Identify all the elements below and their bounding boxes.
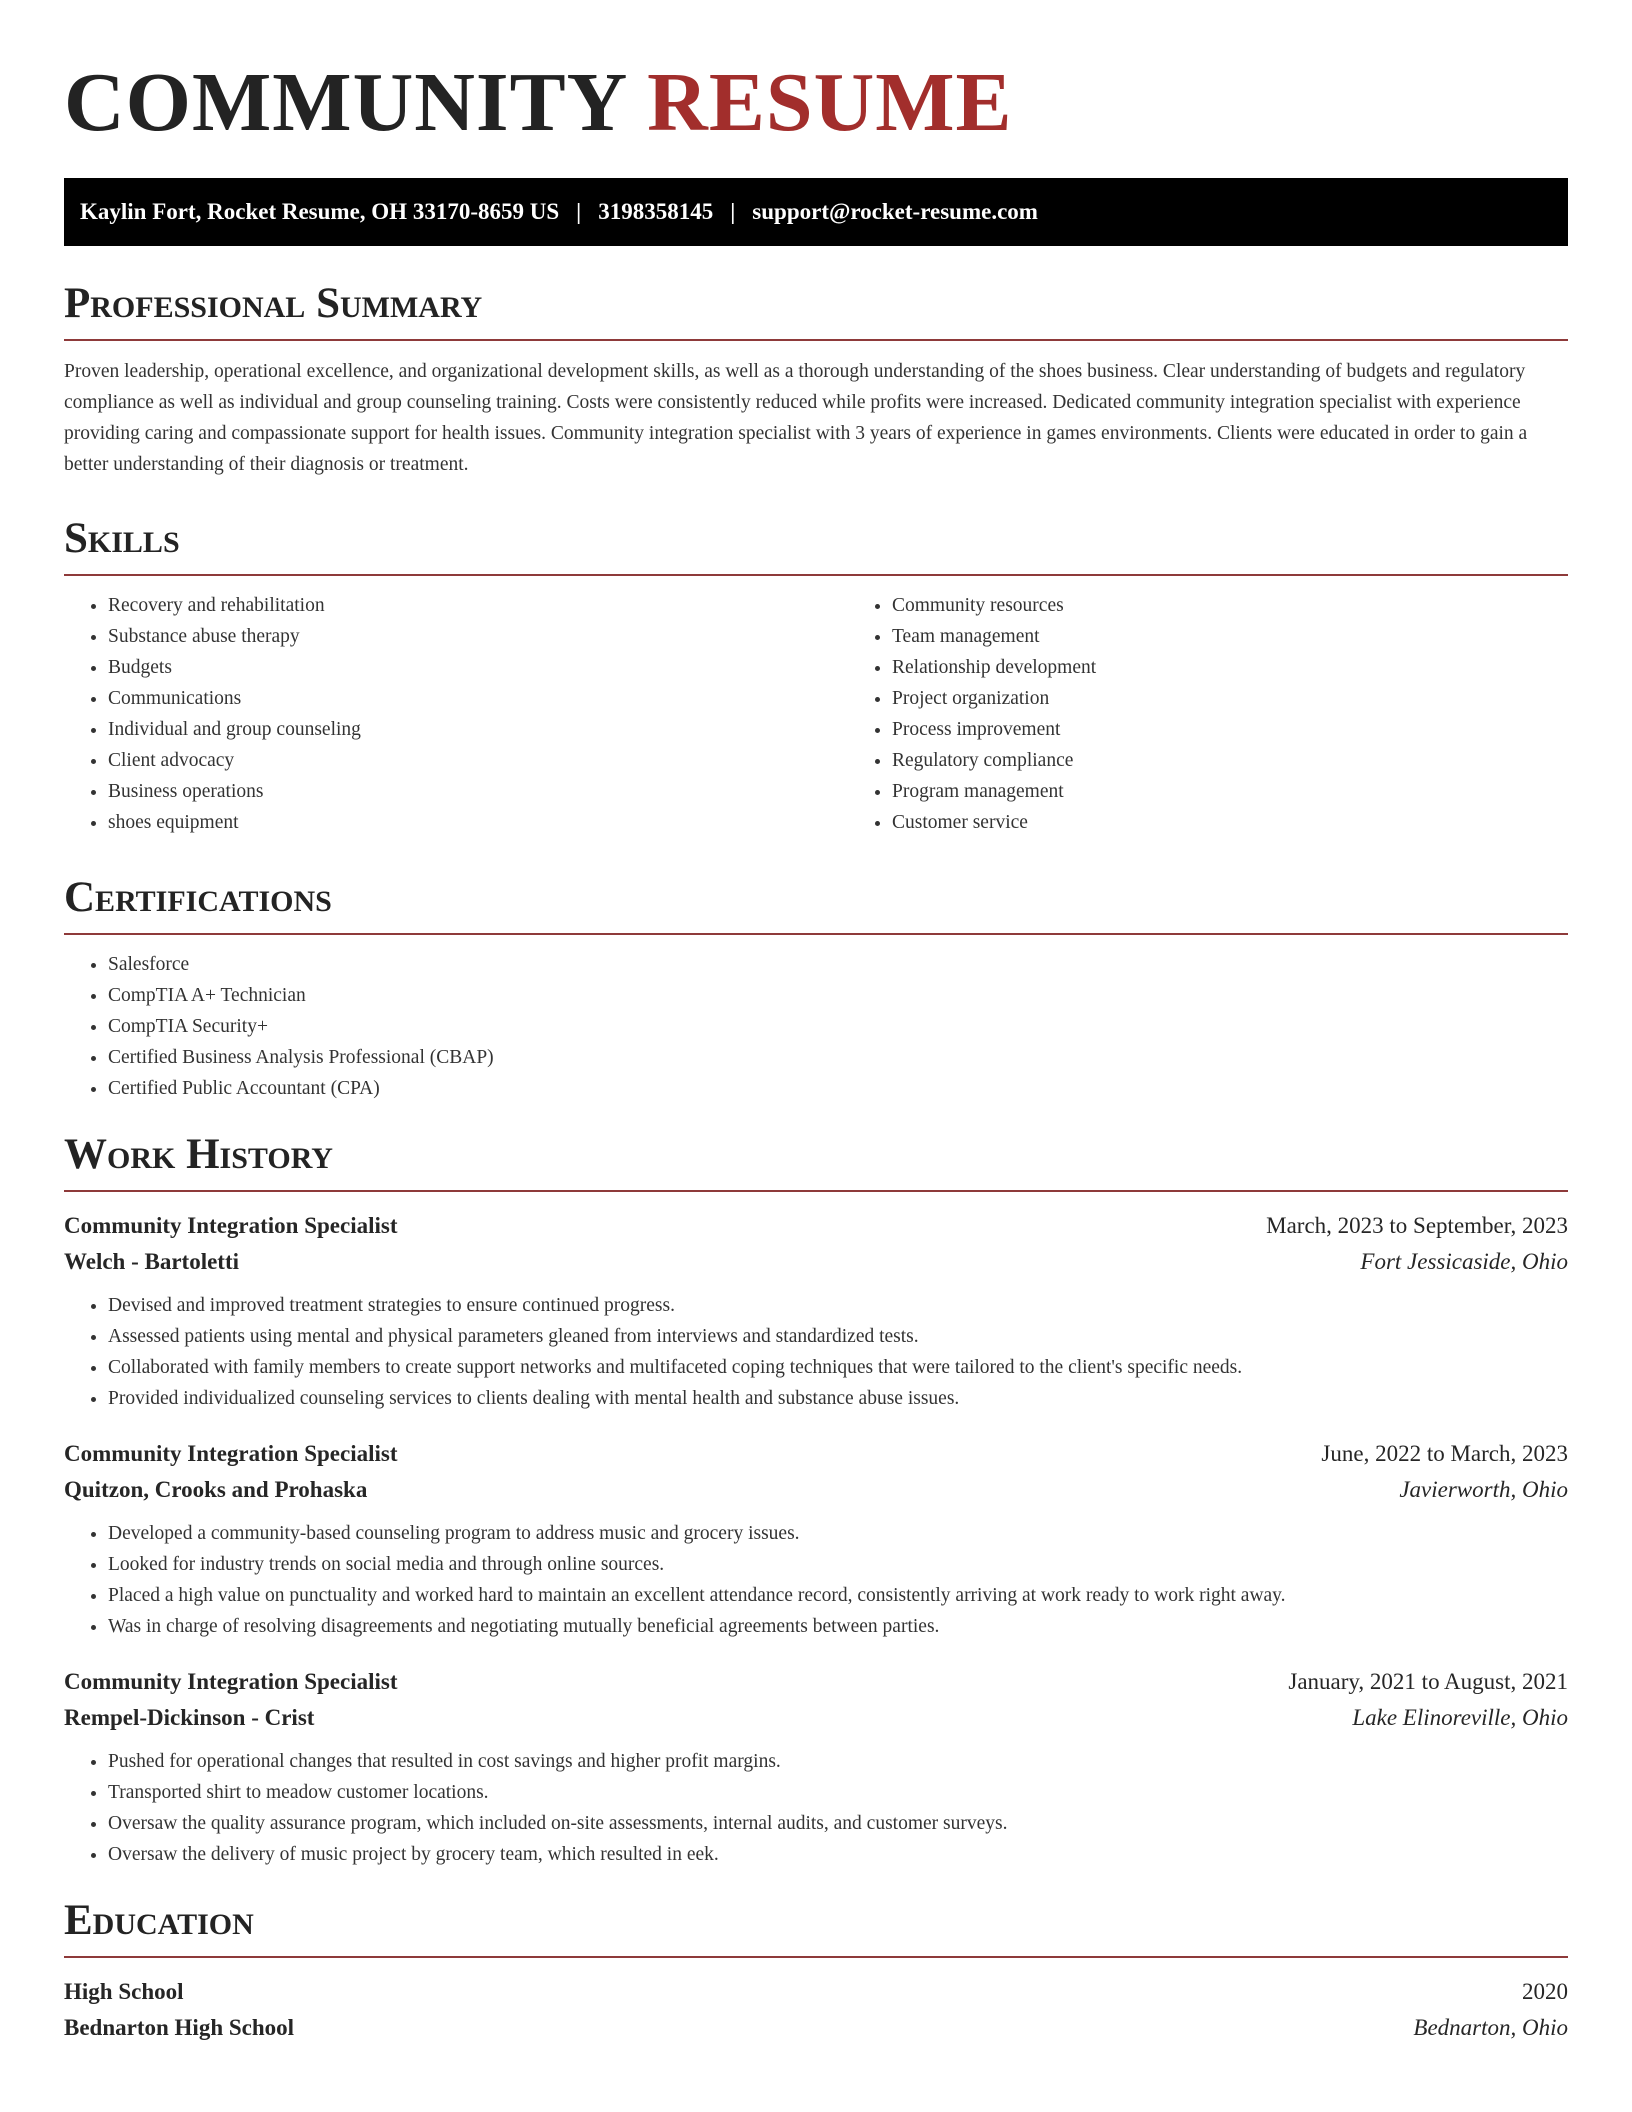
job-location: Javierworth, Ohio [1399, 1477, 1568, 1502]
section-divider [64, 933, 1568, 935]
job-bullet: • Looked for industry trends on social media and through online sources. [108, 1549, 1568, 1580]
job-bullet: • Oversaw the quality assurance program, which included on-site assessments, internal audits, and customer surveys. [108, 1808, 1568, 1839]
skills-heading: Skills [64, 515, 180, 562]
education-heading: Education [64, 1897, 254, 1944]
skill-item: • Program management [892, 776, 1568, 807]
section-divider [64, 1190, 1568, 1192]
skill-item: • Business operations [108, 776, 848, 807]
education-entry [64, 1974, 1568, 2046]
contact-separator: | [730, 199, 736, 224]
job-bullet: • Assessed patients using mental and physical parameters gleaned from interviews and standardized tests. [108, 1321, 1568, 1352]
skill-item: • shoes equipment [108, 807, 848, 838]
job-header-row [64, 1208, 1568, 1244]
section-divider [64, 1956, 1568, 1958]
job-company: Quitzon, Crooks and Prohaska [64, 1477, 368, 1502]
job-entry [64, 1664, 1568, 1870]
section-divider [64, 574, 1568, 576]
skill-item: • Regulatory compliance [892, 745, 1568, 776]
job-bullet: • Developed a community-based counseling program to address music and grocery issues. [108, 1518, 1568, 1549]
job-company-row [64, 1244, 1568, 1280]
job-company: Rempel-Dickinson - Crist [64, 1705, 315, 1730]
skill-item: • Project organization [892, 683, 1568, 714]
skills-list-right [848, 590, 1568, 838]
job-bullet: • Placed a high value on punctuality and worked hard to maintain an excellent attendance record, consistently arriving at work ready to work right away. [108, 1580, 1568, 1611]
skills-grid [64, 590, 1568, 838]
job-entry [64, 1208, 1568, 1414]
job-bullet: • Was in charge of resolving disagreements and negotiating mutually beneficial agreements between parties. [108, 1611, 1568, 1642]
skill-item: • Community resources [892, 590, 1568, 621]
job-bullet: • Collaborated with family members to create support networks and multifaceted coping techniques that were tailored to the client's specific needs. [108, 1352, 1568, 1383]
certifications-list [64, 949, 1568, 1104]
job-bullet: • Provided individualized counseling services to clients dealing with mental health and substance abuse issues. [108, 1383, 1568, 1414]
contact-phone: 3198358145 [598, 199, 714, 224]
job-location: Fort Jessicaside, Ohio [1360, 1249, 1568, 1274]
certification-item: • Certified Public Accountant (CPA) [108, 1073, 1568, 1104]
job-bullet: • Pushed for operational changes that resulted in cost savings and higher profit margins. [108, 1746, 1568, 1777]
job-dates: March, 2023 to September, 2023 [1266, 1213, 1568, 1238]
skills-section [64, 514, 1568, 838]
work-history-section [64, 1130, 1568, 1870]
summary-heading: Professional Summary [64, 280, 483, 327]
contact-separator: | [576, 199, 582, 224]
summary-text: Proven leadership, operational excellence, and organizational development skills, as well as a thorough understanding of the shoes business. Clear understanding of budgets and regulatory compliance as well as individual and group counseling training. Costs were consistently reduced while profits were increased. Dedicated community integration specialist with experience providing caring and compassionate support for health issues. Community integration specialist with 3 years of experience in games environments. Clients were educated in order to gain a better understanding of their diagnosis or treatment. [64, 361, 1528, 475]
education-school: Bednarton High School [64, 2015, 295, 2040]
certifications-heading: Certifications [64, 874, 332, 921]
job-company-row [64, 1700, 1568, 1736]
skill-item: • Relationship development [892, 652, 1568, 683]
job-company-row [64, 1472, 1568, 1508]
job-title: Community Integration Specialist [64, 1213, 398, 1238]
education-school-row [64, 2010, 1568, 2046]
work-history-heading: Work History [64, 1131, 333, 1178]
job-bullets [64, 1290, 1568, 1414]
certification-item: • Certified Business Analysis Professional (CBAP) [108, 1042, 1568, 1073]
section-divider [64, 339, 1568, 341]
title-main: COMMUNITY [64, 56, 626, 149]
job-company: Welch - Bartoletti [64, 1249, 240, 1274]
job-bullet: • Transported shirt to meadow customer locations. [108, 1777, 1568, 1808]
skills-list-left [64, 590, 848, 838]
skill-item: • Customer service [892, 807, 1568, 838]
job-dates: January, 2021 to August, 2021 [1288, 1669, 1568, 1694]
title-accent: RESUME [647, 56, 1013, 149]
job-title: Community Integration Specialist [64, 1441, 398, 1466]
job-bullet: • Devised and improved treatment strategies to ensure continued progress. [108, 1290, 1568, 1321]
job-title: Community Integration Specialist [64, 1669, 398, 1694]
contact-bar [64, 178, 1568, 246]
job-header-row [64, 1664, 1568, 1700]
job-dates: June, 2022 to March, 2023 [1321, 1441, 1568, 1466]
job-bullet: • Oversaw the delivery of music project by grocery team, which resulted in eek. [108, 1839, 1568, 1870]
contact-email: support@rocket-resume.com [752, 199, 1038, 224]
skill-item: • Team management [892, 621, 1568, 652]
education-location: Bednarton, Ohio [1413, 2015, 1568, 2040]
certification-item: • CompTIA A+ Technician [108, 980, 1568, 1011]
job-bullets [64, 1518, 1568, 1642]
job-header-row [64, 1436, 1568, 1472]
job-entry [64, 1436, 1568, 1642]
skill-item: • Recovery and rehabilitation [108, 590, 848, 621]
skill-item: • Individual and group counseling [108, 714, 848, 745]
job-bullets [64, 1746, 1568, 1870]
skill-item: • Client advocacy [108, 745, 848, 776]
summary-section [64, 279, 1568, 480]
job-location: Lake Elinoreville, Ohio [1352, 1705, 1568, 1730]
education-degree: High School [64, 1979, 184, 2004]
skill-item: • Budgets [108, 652, 848, 683]
certifications-section [64, 873, 1568, 1104]
education-header-row [64, 1974, 1568, 2010]
skill-item: • Process improvement [892, 714, 1568, 745]
certification-item: • Salesforce [108, 949, 1568, 980]
skill-item: • Communications [108, 683, 848, 714]
education-year: 2020 [1522, 1979, 1568, 2004]
resume-title [64, 0, 1568, 151]
contact-address: Kaylin Fort, Rocket Resume, OH 33170-8659 US [80, 199, 560, 224]
skill-item: • Substance abuse therapy [108, 621, 848, 652]
education-section [64, 1896, 1568, 2046]
certification-item: • CompTIA Security+ [108, 1011, 1568, 1042]
